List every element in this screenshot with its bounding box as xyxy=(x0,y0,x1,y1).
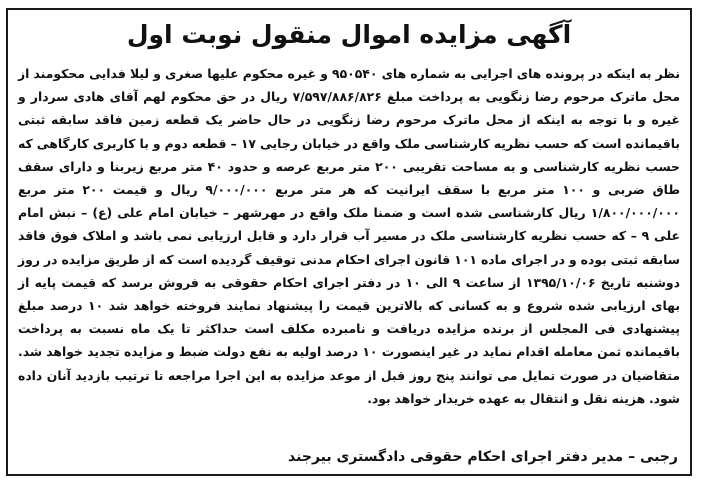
notice-body: نظر به اینکه در پرونده های اجرایی به شماره های ۹۵۰۵۴۰ و غیره محکوم علیها صغری و لیلا فدایی محکومند از محل ماترک مرحوم رضا زنگویی به پرداخت مبلغ ۷/۵۹۷/۸۸۶/۸۲۶ ریال در حق محکوم لهم آقای هادی سردار و غیره و با توجه به اینکه از محل ماترک مرحوم رضا زنگویی در حال حاضر یک قطعه زمین فاقد سابقه ثبتی باقیمانده است که حسب نظریه کارشناسی ملک واقع در خیابان رجایی ۱۷ – قطعه دوم و با کاربری کارگاهی که حسب نظریه کارشناسی و به مساحت تقریبی ۲۰۰ متر مربع عرصه و حدود ۴۰ متر مربع زیربنا و دارای سقف طاق ضربی و ۱۰۰ متر مربع با سقف ایرانیت که هر متر مربع ۹/۰۰۰/۰۰۰ ریال و قیمت ۲۰۰ متر مربع ۱/۸۰۰/۰۰۰/۰۰۰ ریال کارشناسی شده است و ضمنا ملک واقع در مهرشهر – خیابان امام علی (ع) – نبش امام علی ۹ – که حسب نظریه کارشناسی ملک در مسیر آب قرار دارد و قابل ارزیابی نمی باشد و املاک فوق فاقد سابقه ثبتی بوده و در اجرای ماده ۱۰۱ قانون اجرای احکام مدنی توقیف گردیده است که از طریق مزایده در روز دوشنبه تاریخ ۱۳۹۵/۱۰/۰۶ از ساعت ۹ الی ۱۰ در دفتر اجرای احکام حقوقی به فروش برسد که قیمت پایه از بهای ارزیابی شده شروع و به کسانی که بالاترین قیمت را پیشنهاد نمایند فروخته خواهد شد ۱۰ درصد مبلغ پیشنهادی فی المجلس از برنده مزایده دریافت و نامبرده مکلف است حداکثر تا یک ماه نسبت به پرداخت باقیمانده ثمن معامله اقدام نماید در غیر اینصورت ۱۰ درصد اولیه به نفع دولت ضبط و مزایده تجدید خواهد شد. متقاضیان در صورت تمایل می توانند پنج روز قبل از موعد مزایده به این اجرا مراجعه تا ترتیب بازدید آنان داده شود. هزینه نقل و انتقال به عهده خریدار خواهد بود. xyxy=(18,66,681,406)
notice-frame xyxy=(6,8,692,476)
notice-signature: رجبی – مدیر دفتر اجرای احکام حقوقی دادگستری بیرجند xyxy=(288,449,678,465)
notice-title: آگهی مزایده اموال منقول نوبت اول xyxy=(126,20,572,49)
